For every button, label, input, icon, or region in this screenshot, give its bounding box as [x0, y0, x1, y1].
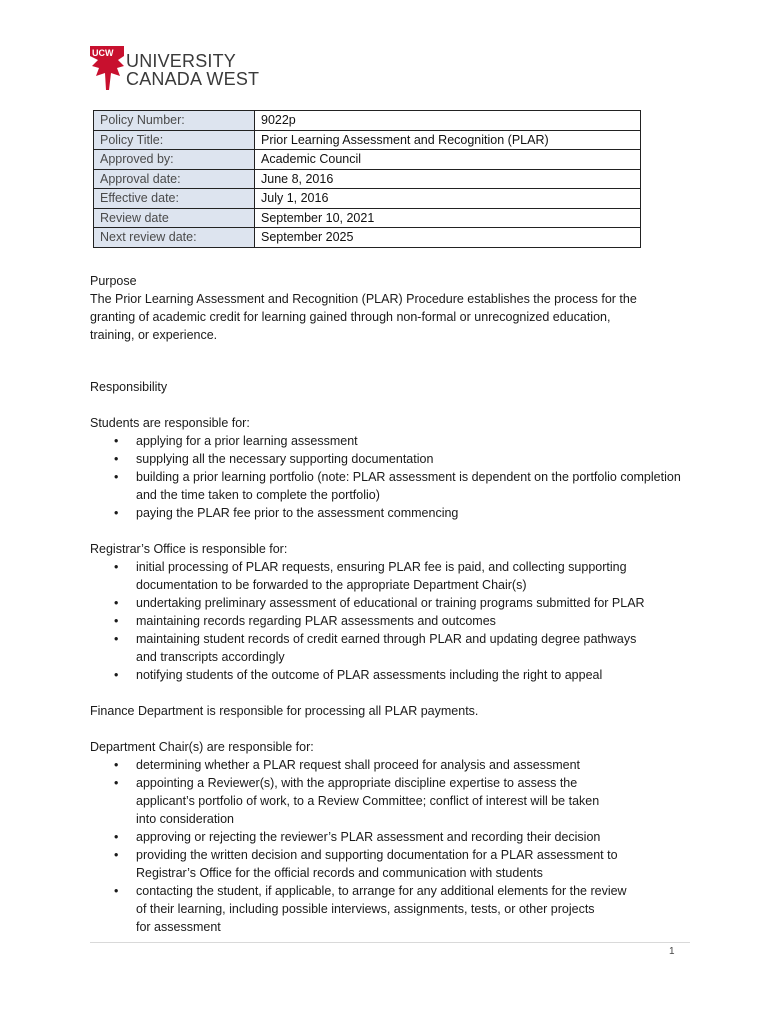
- bullet-icon: •: [114, 596, 119, 610]
- bullet-icon: •: [114, 452, 119, 466]
- registrar-list: [90, 558, 690, 684]
- table-row: [94, 169, 641, 189]
- bullet-icon: •: [114, 506, 119, 520]
- chairs-lead: Department Chair(s): [90, 740, 204, 754]
- list-item-text: Registrar’s Office for the official records and communication with students: [136, 866, 543, 880]
- list-item: [90, 612, 690, 630]
- students-intro: [90, 414, 690, 432]
- list-item: [90, 468, 690, 504]
- bullet-icon: •: [114, 830, 119, 844]
- purpose-line-3: training, or experience.: [90, 328, 218, 342]
- list-item: [90, 504, 690, 522]
- logo-line-university: UNIVERSITY: [126, 51, 237, 71]
- list-item: [90, 558, 690, 594]
- finance-intro: [90, 702, 690, 720]
- list-item-text: appointing a Reviewer(s), with the appropriate discipline expertise to assess the: [136, 776, 578, 790]
- registrar-lead: Registrar’s Office: [90, 542, 186, 556]
- bullet-icon: •: [114, 614, 119, 628]
- finance-rest: is responsible for processing all PLAR payments.: [203, 704, 479, 718]
- list-item: [90, 756, 690, 774]
- next-review-date-label: Next review date:: [94, 228, 255, 248]
- list-item: [90, 828, 690, 846]
- table-row: [94, 130, 641, 150]
- list-item-text: and transcripts accordingly: [136, 650, 285, 664]
- table-row: [94, 111, 641, 131]
- bullet-icon: •: [114, 758, 119, 772]
- list-item-text: applying for a prior learning assessment: [136, 434, 358, 448]
- purpose-heading: Purpose: [90, 274, 137, 288]
- policy-body: [90, 272, 690, 936]
- bullet-icon: •: [114, 848, 119, 862]
- list-item-text: of their learning, including possible interviews, assignments, tests, or other projects: [136, 902, 595, 916]
- purpose-line-1: The Prior Learning Assessment and Recognition (PLAR) Procedure establishes the process for the: [90, 292, 637, 306]
- list-item: [90, 594, 690, 612]
- finance-lead: Finance Department: [90, 704, 204, 718]
- responsibility-heading: Responsibility: [90, 380, 168, 394]
- bullet-icon: •: [114, 776, 119, 790]
- effective-date-label: Effective date:: [94, 189, 255, 209]
- effective-date-value: July 1, 2016: [255, 189, 641, 209]
- policy-title-value: Prior Learning Assessment and Recognition (PLAR): [255, 130, 641, 150]
- bullet-icon: •: [114, 668, 119, 682]
- list-item-text: initial processing of PLAR requests, ensuring PLAR fee is paid, and collecting supporting: [136, 560, 627, 574]
- table-row: [94, 228, 641, 248]
- list-item-text: building a prior learning portfolio (note: PLAR assessment is dependent on the portfolio completion: [136, 470, 681, 484]
- approved-by-value: Academic Council: [255, 150, 641, 170]
- bullet-icon: •: [114, 470, 119, 484]
- logo-wordmark: [126, 52, 259, 88]
- registrar-rest: is responsible for:: [185, 542, 288, 556]
- list-item: [90, 774, 690, 828]
- list-item-text: paying the PLAR fee prior to the assessment commencing: [136, 506, 459, 520]
- footer-divider: [90, 942, 690, 943]
- list-item-text: determining whether a PLAR request shall proceed for analysis and assessment: [136, 758, 580, 772]
- list-item-text: undertaking preliminary assessment of educational or training programs submitted for PLAR: [136, 596, 645, 610]
- chairs-rest: are responsible for:: [203, 740, 314, 754]
- list-item: [90, 630, 690, 666]
- students-list: [90, 432, 690, 522]
- policy-title-label: Policy Title:: [94, 130, 255, 150]
- maple-leaf-logo-icon: [90, 46, 126, 90]
- table-row: [94, 189, 641, 209]
- chairs-intro: [90, 738, 690, 756]
- review-date-label: Review date: [94, 208, 255, 228]
- students-rest: are responsible for:: [139, 416, 250, 430]
- list-item: [90, 846, 690, 882]
- next-review-date-value: September 2025: [255, 228, 641, 248]
- policy-number-label: Policy Number:: [94, 111, 255, 131]
- list-item-text: providing the written decision and supporting documentation for a PLAR assessment to: [136, 848, 618, 862]
- bullet-icon: •: [114, 632, 119, 646]
- list-item-text: for assessment: [136, 920, 221, 934]
- list-item-text: applicant’s portfolio of work, to a Review Committee; conflict of interest will be taken: [136, 794, 600, 808]
- university-logo: [90, 46, 280, 94]
- purpose-line-2: granting of academic credit for learning gained through non-formal or unrecognized education,: [90, 310, 611, 324]
- logo-mark-text: UCW: [92, 48, 114, 58]
- policy-number-value: 9022p: [255, 111, 641, 131]
- policy-info-table: [93, 110, 641, 248]
- registrar-intro: [90, 540, 690, 558]
- approval-date-value: June 8, 2016: [255, 169, 641, 189]
- list-item: [90, 882, 690, 936]
- logo-line-canada-west: CANADA WEST: [126, 69, 260, 89]
- bullet-icon: •: [114, 434, 119, 448]
- list-item-text: approving or rejecting the reviewer’s PLAR assessment and recording their decision: [136, 830, 601, 844]
- bullet-icon: •: [114, 560, 119, 574]
- chairs-list: [90, 756, 690, 936]
- table-row: [94, 150, 641, 170]
- approved-by-label: Approved by:: [94, 150, 255, 170]
- list-item-text: maintaining records regarding PLAR assessments and outcomes: [136, 614, 496, 628]
- list-item: [90, 432, 690, 450]
- list-item: [90, 666, 690, 684]
- students-lead: Students: [90, 416, 140, 430]
- list-item-text: notifying students of the outcome of PLAR assessments including the right to appeal: [136, 668, 603, 682]
- table-row: [94, 208, 641, 228]
- bullet-icon: •: [114, 884, 119, 898]
- list-item-text: maintaining student records of credit earned through PLAR and updating degree pathways: [136, 632, 637, 646]
- review-date-value: September 10, 2021: [255, 208, 641, 228]
- list-item-text: into consideration: [136, 812, 234, 826]
- page-number: 1: [669, 946, 675, 957]
- list-item-text: supplying all the necessary supporting documentation: [136, 452, 434, 466]
- list-item-text: and the time taken to complete the portfolio): [136, 488, 380, 502]
- approval-date-label: Approval date:: [94, 169, 255, 189]
- list-item: [90, 450, 690, 468]
- list-item-text: documentation to be forwarded to the appropriate Department Chair(s): [136, 578, 527, 592]
- list-item-text: contacting the student, if applicable, to arrange for any additional elements for the review: [136, 884, 627, 898]
